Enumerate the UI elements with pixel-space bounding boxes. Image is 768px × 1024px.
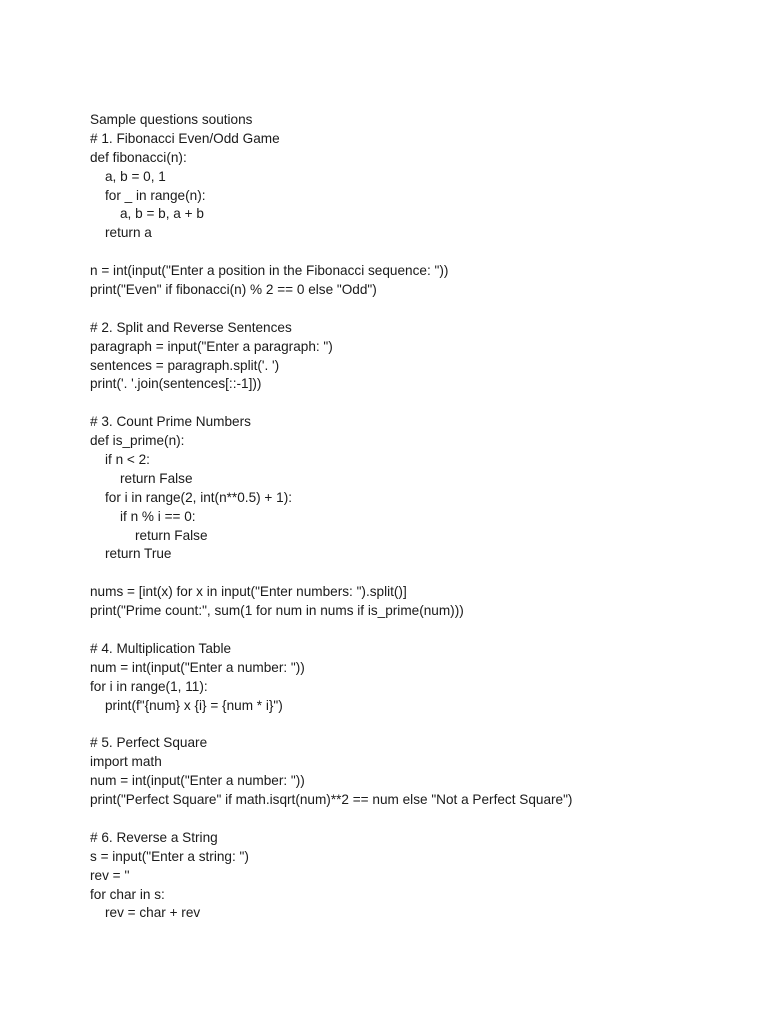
blank-line xyxy=(90,300,730,319)
code-line: def is_prime(n): xyxy=(90,433,185,449)
code-line: num = int(input("Enter a number: ")) xyxy=(90,773,305,789)
blank-line xyxy=(90,716,730,735)
code-line: print("Even" if fibonacci(n) % 2 == 0 else "Odd") xyxy=(90,282,377,298)
code-line: for char in s: xyxy=(90,886,165,902)
code-line: a, b = b, a + b xyxy=(120,206,204,222)
code-line: s = input("Enter a string: ") xyxy=(90,848,249,864)
code-line: import math xyxy=(90,754,162,770)
code-line: num = int(input("Enter a number: ")) xyxy=(90,659,305,675)
code-line: print('. '.join(sentences[::-1])) xyxy=(90,376,262,392)
document-title: Sample questions soutions xyxy=(90,112,253,127)
code-line: paragraph = input("Enter a paragraph: ") xyxy=(90,338,333,354)
blank-line xyxy=(90,243,730,262)
blank-line xyxy=(90,394,730,413)
code-line: print(f"{num} x {i} = {num * i}") xyxy=(105,697,283,713)
code-line: return False xyxy=(120,470,193,486)
code-line: for i in range(2, int(n**0.5) + 1): xyxy=(105,489,293,505)
code-line: sentences = paragraph.split('. ') xyxy=(90,357,280,373)
blank-line xyxy=(90,810,730,829)
section-heading: # 1. Fibonacci Even/Odd Game xyxy=(90,130,280,146)
document-body xyxy=(90,111,730,923)
code-line: if n % i == 0: xyxy=(120,508,196,524)
blank-line xyxy=(90,621,730,640)
section-heading: # 3. Count Prime Numbers xyxy=(90,414,251,430)
code-line: a, b = 0, 1 xyxy=(105,168,166,184)
code-line: n = int(input("Enter a position in the Fibonacci sequence: ")) xyxy=(90,263,449,279)
code-line: return a xyxy=(105,225,152,241)
code-line: return False xyxy=(135,527,208,543)
section-heading: # 5. Perfect Square xyxy=(90,735,208,751)
section-heading: # 6. Reverse a String xyxy=(90,829,218,845)
code-line: rev = '' xyxy=(90,867,130,883)
code-line: for _ in range(n): xyxy=(105,187,206,203)
code-line: nums = [int(x) for x in input("Enter numbers: ").split()] xyxy=(90,584,407,600)
code-line: def fibonacci(n): xyxy=(90,149,187,165)
code-line: rev = char + rev xyxy=(105,905,201,921)
blank-line xyxy=(90,564,730,583)
code-line: print("Prime count:", sum(1 for num in nums if is_prime(num))) xyxy=(90,603,464,619)
code-line: print("Perfect Square" if math.isqrt(num)**2 == num else "Not a Perfect Square") xyxy=(90,792,573,808)
section-heading: # 4. Multiplication Table xyxy=(90,640,232,656)
code-line: return True xyxy=(105,546,172,562)
code-line: if n < 2: xyxy=(105,452,150,468)
code-line: for i in range(1, 11): xyxy=(90,678,208,694)
section-heading: # 2. Split and Reverse Sentences xyxy=(90,319,292,335)
